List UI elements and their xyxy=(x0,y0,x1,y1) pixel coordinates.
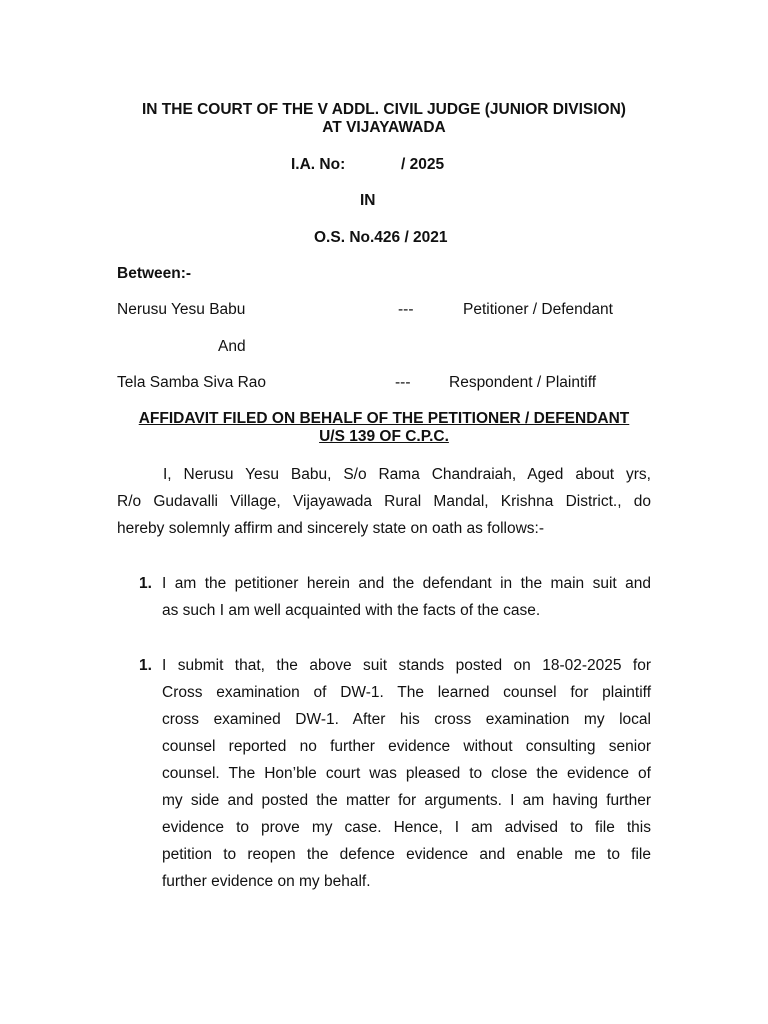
paragraph-line: counsel. The Hon’ble court was pleased to close the evidence of xyxy=(162,765,651,782)
affidavit-title-line1: AFFIDAVIT FILED ON BEHALF OF THE PETITIONER / DEFENDANT xyxy=(138,410,630,427)
affidavit-title-line2: U/S 139 OF C.P.C. xyxy=(319,428,449,445)
numbered-paragraph xyxy=(162,570,651,624)
petitioner-role: Petitioner / Defendant xyxy=(463,301,613,318)
paragraph-line: my side and posted the matter for arguments. I am having further xyxy=(162,792,651,809)
court-heading-line1: IN THE COURT OF THE V ADDL. CIVIL JUDGE (JUNIOR DIVISION) xyxy=(142,101,626,118)
respondent-separator: --- xyxy=(395,374,411,391)
paragraph-number: 1. xyxy=(139,575,152,592)
in-label: IN xyxy=(360,192,376,209)
paragraph-line: cross examined DW-1. After his cross examination my local xyxy=(162,711,651,728)
ia-number-label: I.A. No: xyxy=(291,156,346,173)
and-label: And xyxy=(218,338,246,355)
ia-number-year: / 2025 xyxy=(401,156,445,173)
paragraph-line: counsel reported no further evidence without consulting senior xyxy=(162,738,651,755)
os-number: O.S. No.426 / 2021 xyxy=(314,229,448,246)
intro-line: I, Nerusu Yesu Babu, S/o Rama Chandraiah, Aged about yrs, xyxy=(163,466,651,483)
petitioner-separator: --- xyxy=(398,301,414,318)
intro-line: hereby solemnly affirm and sincerely state on oath as follows:- xyxy=(117,520,545,537)
paragraph-line: I submit that, the above suit stands posted on 18-02-2025 for xyxy=(162,657,651,674)
petitioner-name: Nerusu Yesu Babu xyxy=(117,301,246,318)
between-label: Between:- xyxy=(117,265,192,282)
intro-line: R/o Gudavalli Village, Vijayawada Rural Mandal, Krishna District., do xyxy=(117,493,651,510)
court-heading-line2: AT VIJAYAWADA xyxy=(322,119,446,136)
respondent-name: Tela Samba Siva Rao xyxy=(117,374,267,391)
paragraph-line: I am the petitioner herein and the defendant in the main suit and xyxy=(162,575,651,592)
paragraph-line: as such I am well acquainted with the facts of the case. xyxy=(162,602,541,619)
paragraph-line: further evidence on my behalf. xyxy=(162,873,371,890)
paragraph-line: petition to reopen the defence evidence and enable me to file xyxy=(162,846,651,863)
paragraph-number: 1. xyxy=(139,657,152,674)
intro-paragraph xyxy=(117,461,651,542)
respondent-role: Respondent / Plaintiff xyxy=(449,374,597,391)
paragraph-line: Cross examination of DW-1. The learned counsel for plaintiff xyxy=(162,684,651,701)
numbered-paragraph xyxy=(162,652,651,895)
paragraph-line: evidence to prove my case. Hence, I am advised to file this xyxy=(162,819,651,836)
